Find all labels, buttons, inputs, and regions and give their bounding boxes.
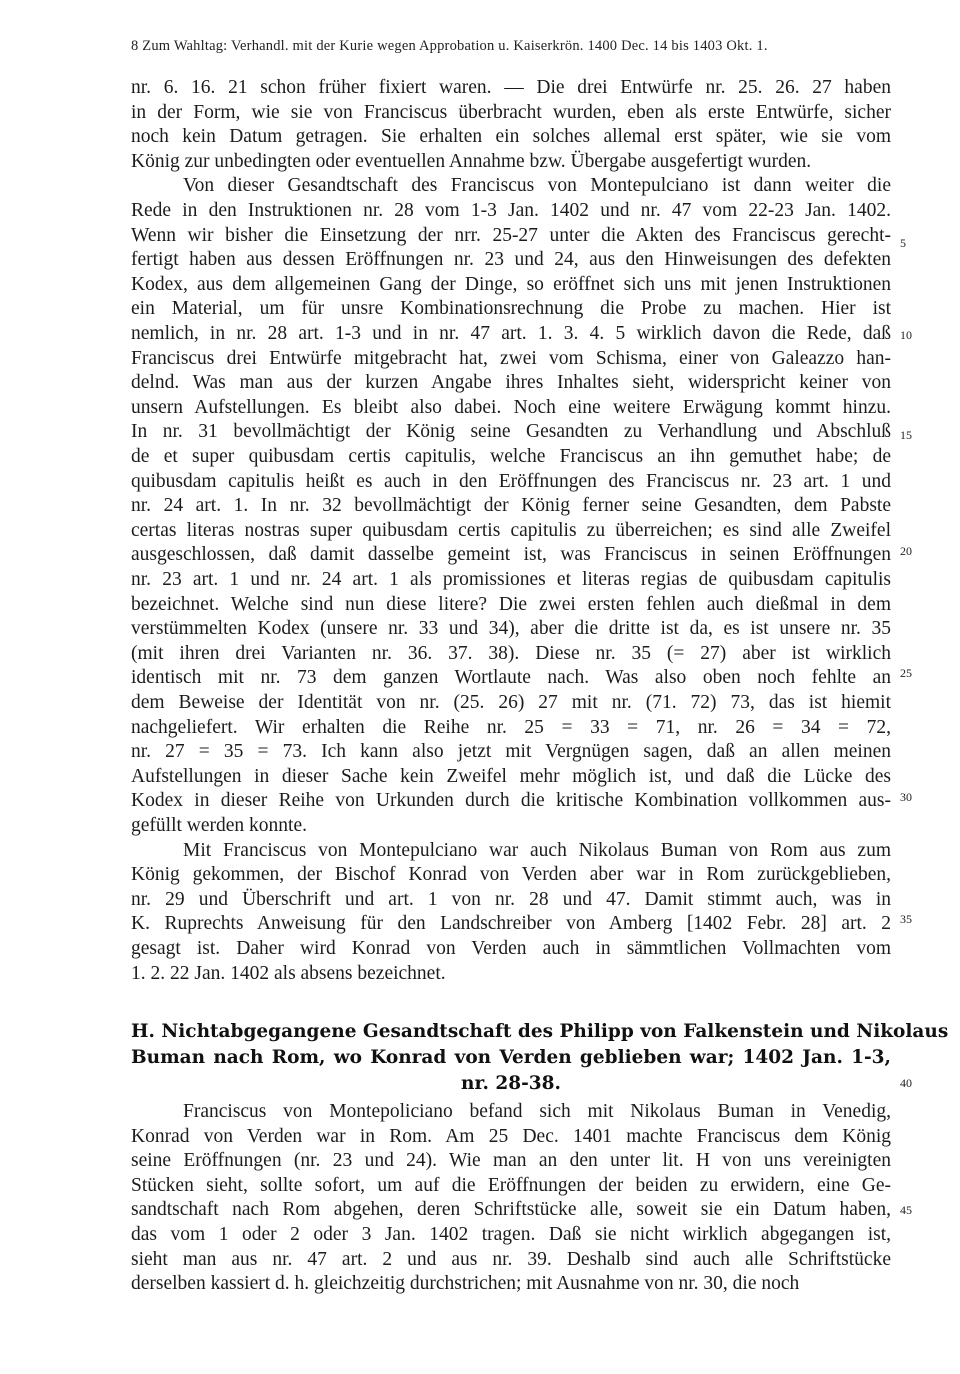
text-line: Aufstellungen in dieser Sache kein Zweifel mehr möglich ist, und daß die Lücke des <box>131 765 891 787</box>
text-line: Von dieser Gesandtschaft des Franciscus von Montepulciano ist dann weiter die <box>183 175 891 197</box>
text-line: sieht man aus nr. 47 art. 2 und aus nr. 39. Deshalb sind auch alle Schriftstücke <box>131 1248 891 1270</box>
text-line: Wenn wir bisher die Einsetzung der nrr. 25-27 unter die Akten des Franciscus gerecht- <box>131 224 891 246</box>
text-line: nr. 29 und Überschrift und art. 1 von nr. 28 und 47. Damit stimmt auch, was in <box>131 888 891 910</box>
text-line: seine Eröffnungen (nr. 23 und 24). Wie man an den unter lit. H von uns vereinigten <box>131 1150 891 1172</box>
line-number: 15 <box>900 428 912 442</box>
text-line: nachgeliefert. Wir erhalten die Reihe nr. 25 = 33 = 71, nr. 26 = 34 = 72, <box>131 716 891 738</box>
text-line: Kodex in dieser Reihe von Urkunden durch die kritische Kombination vollkommen aus- <box>131 790 891 812</box>
line-number: 25 <box>900 666 912 680</box>
heading-line: H. Nichtabgegangene Gesandtschaft des Philipp von Falkenstein und Nikolaus <box>131 1021 949 1042</box>
text-line: König gekommen, der Bischof Konrad von Verden aber war in Rom zurückgeblieben, <box>131 864 891 886</box>
text-line: quibusdam capitulis heißt es auch in den Eröffnungen des Franciscus nr. 23 art. 1 und <box>131 470 891 492</box>
line-number: 20 <box>900 544 912 558</box>
text-line: in der Form, wie sie von Franciscus überbracht wurden, eben als erste Entwürfe, sicher <box>131 101 891 123</box>
text-line: Mit Franciscus von Montepulciano war auch Nikolaus Buman von Rom aus zum <box>183 839 891 861</box>
text-line: sandtschaft nach Rom abgehen, deren Schriftstücke alle, soweit sie ein Datum haben, <box>131 1199 891 1221</box>
text-line: delnd. Was man aus der kurzen Angabe ihres Inhaltes sieht, widerspricht keiner von <box>131 372 891 394</box>
text-line: nr. 27 = 35 = 73. Ich kann also jetzt mit Vergnügen sagen, daß an allen meinen <box>131 741 891 763</box>
text-line: ein Material, um für unsre Kombinationsrechnung die Probe zu machen. Hier ist <box>131 298 891 320</box>
text-line: 1. 2. 22 Jan. 1402 als absens bezeichnet. <box>131 962 446 984</box>
line-number: 35 <box>900 912 912 926</box>
text-line: Franciscus von Montepoliciano befand sich mit Nikolaus Buman in Venedig, <box>183 1101 891 1122</box>
text-line: verstümmelten Kodex (unsere nr. 33 und 34), aber die dritte ist da, es ist unsere nr. 35 <box>131 618 891 640</box>
text-line: Konrad von Verden war in Rom. Am 25 Dec. 1401 machte Franciscus dem König <box>131 1125 891 1147</box>
text-line: Rede in den Instruktionen nr. 28 vom 1-3 Jan. 1402 und nr. 47 vom 22-23 Jan. 1402. <box>131 200 891 221</box>
text-line: ausgeschlossen, daß damit dasselbe gemeint ist, was Franciscus in seinen Eröffnungen <box>131 544 891 566</box>
heading-line: nr. 28-38. <box>461 1073 561 1094</box>
text-line: gesagt ist. Daher wird Konrad von Verden auch in sämmtlichen Vollmachten vom <box>131 938 891 959</box>
text-line: nr. 23 art. 1 und nr. 24 art. 1 als promissiones et literas regias de quibusdam capitulis <box>131 569 891 590</box>
text-line: (mit ihren drei Varianten nr. 36. 37. 38). Diese nr. 35 (= 27) aber ist wirklich <box>131 642 891 664</box>
text-line: Stücken sieht, sollte sofort, um auf die Eröffnungen der beiden zu erwidern, eine Ge- <box>131 1174 891 1196</box>
text-line: Franciscus drei Entwürfe mitgebracht hat, zwei vom Schisma, einer von Galeazzo han- <box>131 347 891 369</box>
line-number: 5 <box>900 236 906 250</box>
text-line: dem Beweise der Identität von nr. (25. 26) 27 mit nr. (71. 72) 73, das ist hiemit <box>131 692 891 713</box>
running-header: 8 Zum Wahltag: Verhandl. mit der Kurie wegen Approbation u. Kaiserkrön. 1400 Dec. 14 bis 1403 Okt. 1. <box>131 38 768 54</box>
text-line: de et super quibusdam certis capitulis, welche Franciscus an ihn gemuthet habe; de <box>131 446 891 467</box>
text-line: certas literas nostras super quibusdam certis capitulis zu überreichen; es sind alle Zweifel <box>131 519 891 541</box>
line-number: 10 <box>900 328 912 342</box>
heading-line: Buman nach Rom, wo Konrad von Verden geblieben war; 1402 Jan. 1-3, <box>131 1047 891 1068</box>
text-line: derselben kassiert d. h. gleichzeitig durchstrichen; mit Ausnahme von nr. 30, die noch <box>131 1273 800 1295</box>
text-line: Kodex, aus dem allgemeinen Gang der Dinge, so eröffnet sich uns mit jenen Instruktionen <box>131 273 891 295</box>
text-line: nr. 6. 16. 21 schon früher fixiert waren. — Die drei Entwürfe nr. 25. 26. 27 haben <box>131 77 891 98</box>
text-line: identisch mit nr. 73 dem ganzen Wortlaute nach. Was also oben noch fehlte an <box>131 667 891 689</box>
line-number: 30 <box>900 790 912 804</box>
text-line: nemlich, in nr. 28 art. 1-3 und in nr. 47 art. 1. 3. 4. 5 wirklich davon die Rede, daß <box>131 323 891 344</box>
text-line: bezeichnet. Welche sind nun diese litere? Die zwei ersten fehlen auch dießmal in dem <box>131 593 891 615</box>
text-line: unsern Aufstellungen. Es bleibt also dabei. Noch eine weitere Erwägung kommt hinzu. <box>131 396 891 418</box>
text-line: noch kein Datum getragen. Sie erhalten ein solches allemal erst später, wie sie vom <box>131 126 891 148</box>
text-line: fertigt haben aus dessen Eröffnungen nr. 23 und 24, aus den Hinweisungen des defekten <box>131 249 891 271</box>
text-line: In nr. 31 bevollmächtigt der König seine Gesandten zu Verhandlung und Abschluß <box>131 421 891 443</box>
text-line: nr. 24 art. 1. In nr. 32 bevollmächtigt der König ferner seine Gesandten, dem Pabste <box>131 495 891 517</box>
text-line: gefüllt werden konnte. <box>131 815 307 836</box>
text-line: K. Ruprechts Anweisung für den Landschreiber von Amberg [1402 Febr. 28] art. 2 <box>131 913 891 935</box>
line-number: 45 <box>900 1203 912 1217</box>
text-line: König zur unbedingten oder eventuellen Annahme bzw. Übergabe ausgefertigt wurden. <box>131 150 812 172</box>
text-line: das vom 1 oder 2 oder 3 Jan. 1402 tragen. Daß sie nicht wirklich abgegangen ist, <box>131 1224 891 1245</box>
line-number: 40 <box>900 1076 912 1090</box>
